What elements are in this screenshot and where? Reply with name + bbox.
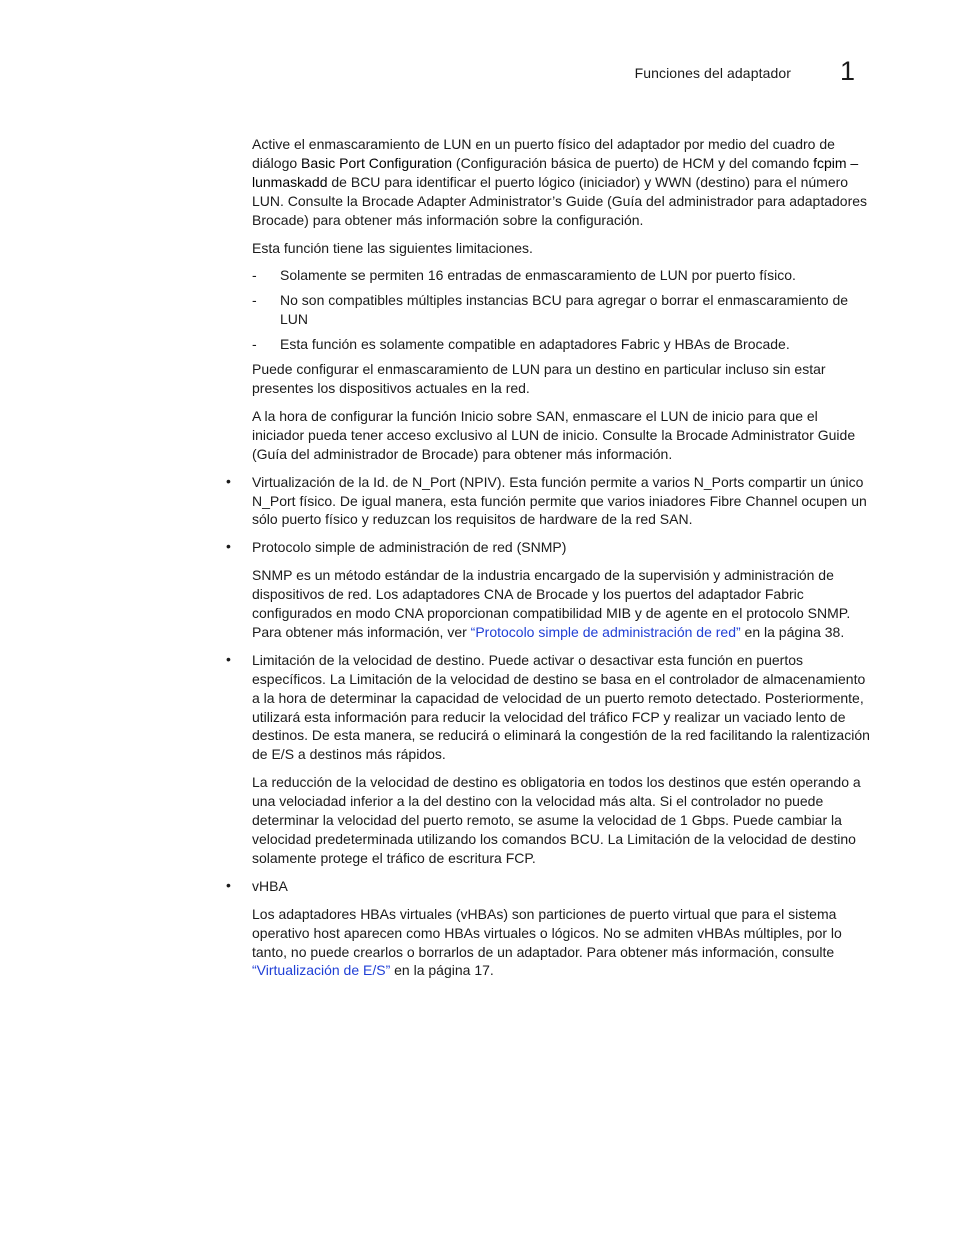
list-item-text: Esta función es solamente compatible en adaptadores Fabric y HBAs de Brocade. bbox=[280, 336, 790, 353]
list-item-text: No son compatibles múltiples instancias BCU para agregar o borrar el enmascaramiento de LUN bbox=[280, 292, 849, 328]
text-run: (Configuración básica de puerto) de HCM y del comando bbox=[452, 154, 814, 171]
ui-reference: Basic Port Configuration bbox=[301, 154, 453, 171]
text-run: SNMP es un método estándar de la industria encargado de la supervisión y administración de dispositivos de red. Los adaptadores CNA de Brocade y los puertos del adaptador Fabric configurados en modo CNA proporcionan compatibilidad MIB y de agente en el protocolo SNMP. Para obtener más información, ver bbox=[252, 567, 851, 640]
text-run: en la página 17. bbox=[390, 962, 494, 979]
bullet-marker: • bbox=[226, 650, 231, 667]
snmp-body bbox=[252, 566, 870, 642]
lun-config-paragraph: Puede configurar el enmascaramiento de LUN para un destino en particular incluso sin estar presentes los dispositivos actuales en la red. bbox=[252, 361, 826, 396]
npiv-bullet bbox=[226, 472, 870, 530]
rate-limit-text: Limitación de la velocidad de destino. Puede activar o desactivar esta función en puertos específicos. La Limitación de la velocidad de destino se basa en el controlador de almacenamiento a la hora de determinar la capacidad de velocidad de un puerto remoto detectado. Posteriormente, utilizará esta información para reducir la velocidad del tráfico FCP y realizar un vaciado lento de destinos. De esta manera, se reducirá o eliminará la congestión de la red facilitando la ralentización de E/S a destinos más rápidos. bbox=[252, 651, 870, 763]
vhba-title: vHBA bbox=[252, 877, 288, 894]
dash-marker: - bbox=[252, 336, 257, 353]
bullet-marker: • bbox=[226, 876, 231, 893]
bullet-marker: • bbox=[226, 472, 231, 489]
list-item bbox=[252, 291, 870, 329]
vhba-link[interactable]: “Virtualización de E/S” bbox=[252, 962, 391, 979]
text-run: de BCU para identificar el puerto lógico (iniciador) y WWN (destino) para el número LUN. Consulte la Brocade Adapter Administrator’s Guide (Guía del administrador para adaptadores Brocade) para obtener más información sobre la configuración. bbox=[252, 173, 868, 228]
dash-marker: - bbox=[252, 292, 257, 309]
text-run: Active el enmascaramiento de LUN en un puerto físico del adaptador por medio del cuadro de diálogo bbox=[252, 136, 835, 171]
text-run: en la página 38. bbox=[740, 623, 845, 640]
npiv-text: Virtualización de la Id. de N_Port (NPIV). Esta función permite a varios N_Ports compartir un único N_Port físico. De igual manera, esta función permite que varios iniadores Fibre Channel ocupen un sólo puerto físico y reduzcan los requisitos de hardware de la red SAN. bbox=[252, 473, 867, 528]
vhba-bullet bbox=[226, 876, 870, 981]
list-item bbox=[252, 335, 870, 354]
limitations-list bbox=[252, 266, 870, 354]
list-item-text: Solamente se permiten 16 entradas de enmascaramiento de LUN por puerto físico. bbox=[280, 267, 796, 284]
rate-limit-detail: La reducción de la velocidad de destino es obligatoria en todos los destinos que estén operando a una velociadad inferior a la del destino con la velocidad más alta. Si el controlador no puede determinar la velocidad del puerto remoto, se asume la velocidad de 1 Gbps. Puede cambiar la velocidad predeterminada utilizando los comandos BCU. La Limitación de la velocidad de destino solamente protege el tráfico de escritura FCP. bbox=[252, 774, 861, 866]
vhba-body bbox=[252, 905, 870, 981]
page-header bbox=[0, 56, 954, 92]
limitations-intro: Esta función tiene las siguientes limitaciones. bbox=[252, 239, 533, 256]
rate-limit-bullet bbox=[226, 650, 870, 868]
page-content bbox=[226, 135, 870, 989]
list-item bbox=[252, 266, 870, 285]
command-reference: fcpim –lunmaskadd bbox=[252, 154, 859, 190]
boot-san-paragraph: A la hora de configurar la función Inicio sobre SAN, enmascare el LUN de inicio para que el iniciador pueda tener acceso exclusivo al LUN de inicio. Consulte la Brocade Administrator Guide (Guía del administrador de Brocade) para obtener más información. bbox=[252, 407, 856, 462]
dash-marker: - bbox=[252, 267, 257, 284]
lun-masking-paragraph bbox=[252, 135, 870, 230]
header-title: Funciones del adaptador bbox=[634, 65, 791, 81]
snmp-link[interactable]: “Protocolo simple de administración de red” bbox=[470, 623, 741, 640]
snmp-bullet bbox=[226, 538, 870, 642]
text-run: Los adaptadores HBAs virtuales (vHBAs) son particiones de puerto virtual que para el sistema operativo host aparecen como HBAs virtuales o lógicos. No se admiten vHBAs múltiples, por lo tanto, no puede crearlos o borrarlos de un adaptador. Para obtener más información, consulte bbox=[252, 905, 842, 960]
chapter-number: 1 bbox=[840, 56, 856, 86]
bullet-marker: • bbox=[226, 538, 231, 555]
snmp-title: Protocolo simple de administración de red (SNMP) bbox=[252, 539, 567, 556]
